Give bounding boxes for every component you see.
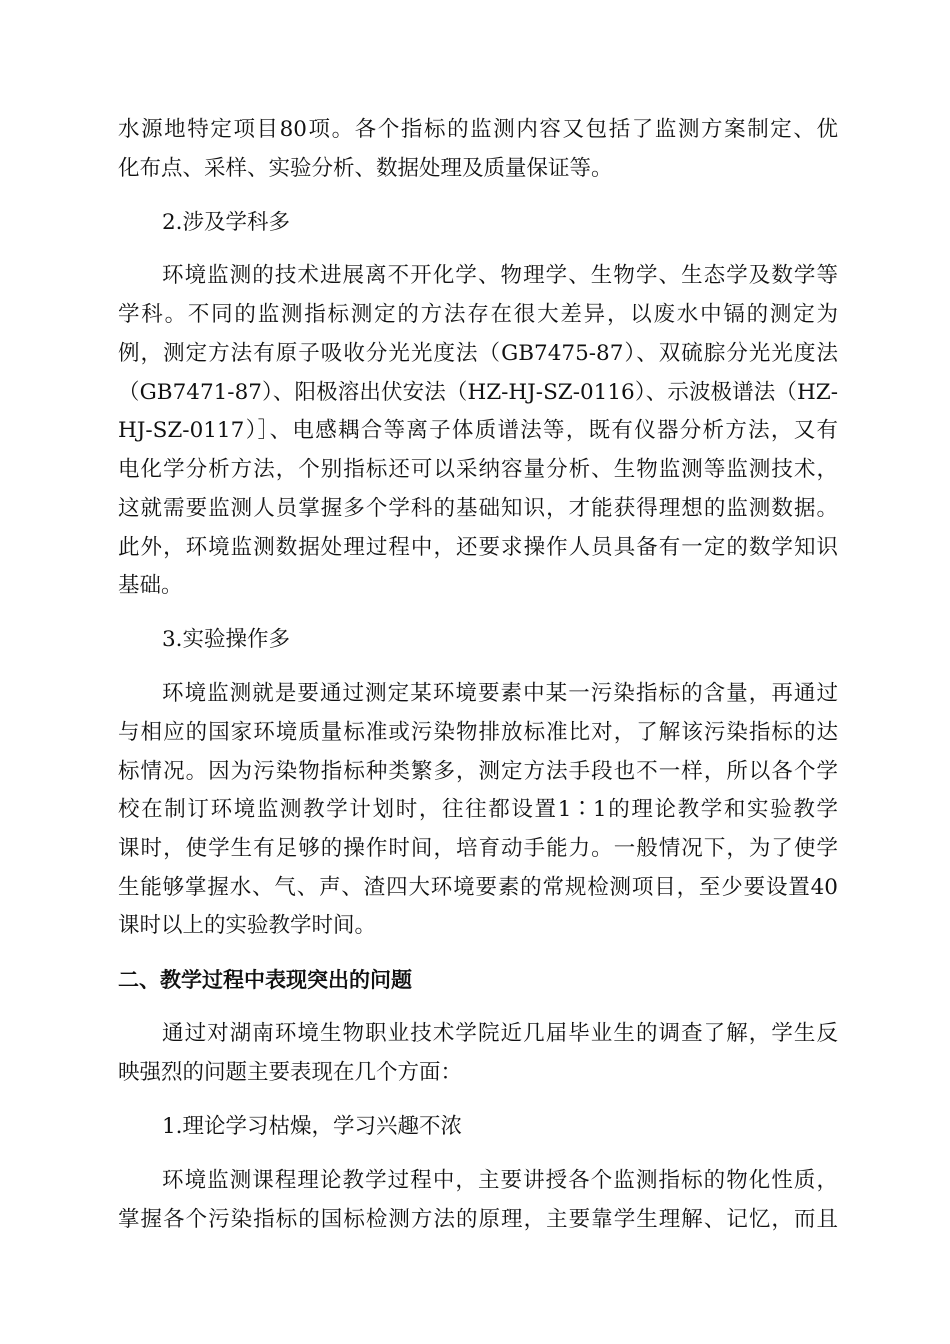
paragraph-line: 环境监测就是要通过测定某环境要素中某一污染指标的含量，再通过 (162, 681, 838, 706)
paragraph-line: 环境监测课程理论教学过程中，主要讲授各个监测指标的物化性质， (162, 1168, 838, 1193)
paragraph-line: 水源地特定项目80项。各个指标的监测内容又包括了监测方案制定、优 (118, 117, 838, 142)
subheading-2: 2.涉及学科多 (162, 210, 291, 235)
paragraph-line: 电化学分析方法，个别指标还可以采纳容量分析、生物监测等监测技术， (118, 457, 838, 482)
paragraph-line: 化布点、采样、实验分析、数据处理及质量保证等。 (118, 156, 613, 181)
paragraph-line: 基础。 (118, 573, 183, 598)
paragraph-line: 课时，使学生有足够的操作时间，培育动手能力。一般情况下，为了使学 (118, 836, 838, 861)
paragraph-line: 掌握各个污染指标的国标检测方法的原理，主要靠学生理解、记忆，而且 (118, 1207, 838, 1232)
paragraph-line: 课时以上的实验教学时间。 (118, 913, 377, 938)
section-heading: 二、教学过程中表现突出的问题 (118, 968, 412, 992)
subheading-1: 1.理论学习枯燥，学习兴趣不浓 (162, 1114, 463, 1139)
paragraph-line: 例，测定方法有原子吸收分光光度法（GB7475-87）、双硫腙分光光度法 (118, 341, 838, 366)
paragraph-line: 校在制订环境监测教学计划时，往往都设置1∶1的理论教学和实验教学 (118, 797, 838, 822)
paragraph-line: HJ-SZ-0117）］、电感耦合等离子体质谱法等，既有仪器分析方法，又有 (118, 418, 838, 443)
paragraph-line: 这就需要监测人员掌握多个学科的基础知识，才能获得理想的监测数据。 (118, 496, 838, 521)
paragraph-line: 通过对湖南环境生物职业技术学院近几届毕业生的调查了解，学生反 (162, 1021, 838, 1046)
paragraph-line: 与相应的国家环境质量标准或污染物排放标准比对，了解该污染指标的达 (118, 720, 838, 745)
subheading-3: 3.实验操作多 (162, 627, 291, 652)
paragraph-line: 生能够掌握水、气、声、渣四大环境要素的常规检测项目，至少要设置40 (118, 875, 838, 900)
paragraph-line: 学科。不同的监测指标测定的方法存在很大差异，以废水中镉的测定为 (118, 302, 838, 327)
paragraph-line: 映强烈的问题主要表现在几个方面： (118, 1060, 463, 1085)
paragraph-line: 环境监测的技术进展离不开化学、物理学、生物学、生态学及数学等 (162, 263, 838, 288)
paragraph-line: （GB7471-87）、阳极溶出伏安法（HZ-HJ-SZ-0116）、示波极谱法（HZ- (118, 380, 838, 405)
paragraph-line: 此外，环境监测数据处理过程中，还要求操作人员具备有一定的数学知识 (118, 535, 838, 560)
paragraph-line: 标情况。因为污染物指标种类繁多，测定方法手段也不一样，所以各个学 (118, 759, 838, 784)
